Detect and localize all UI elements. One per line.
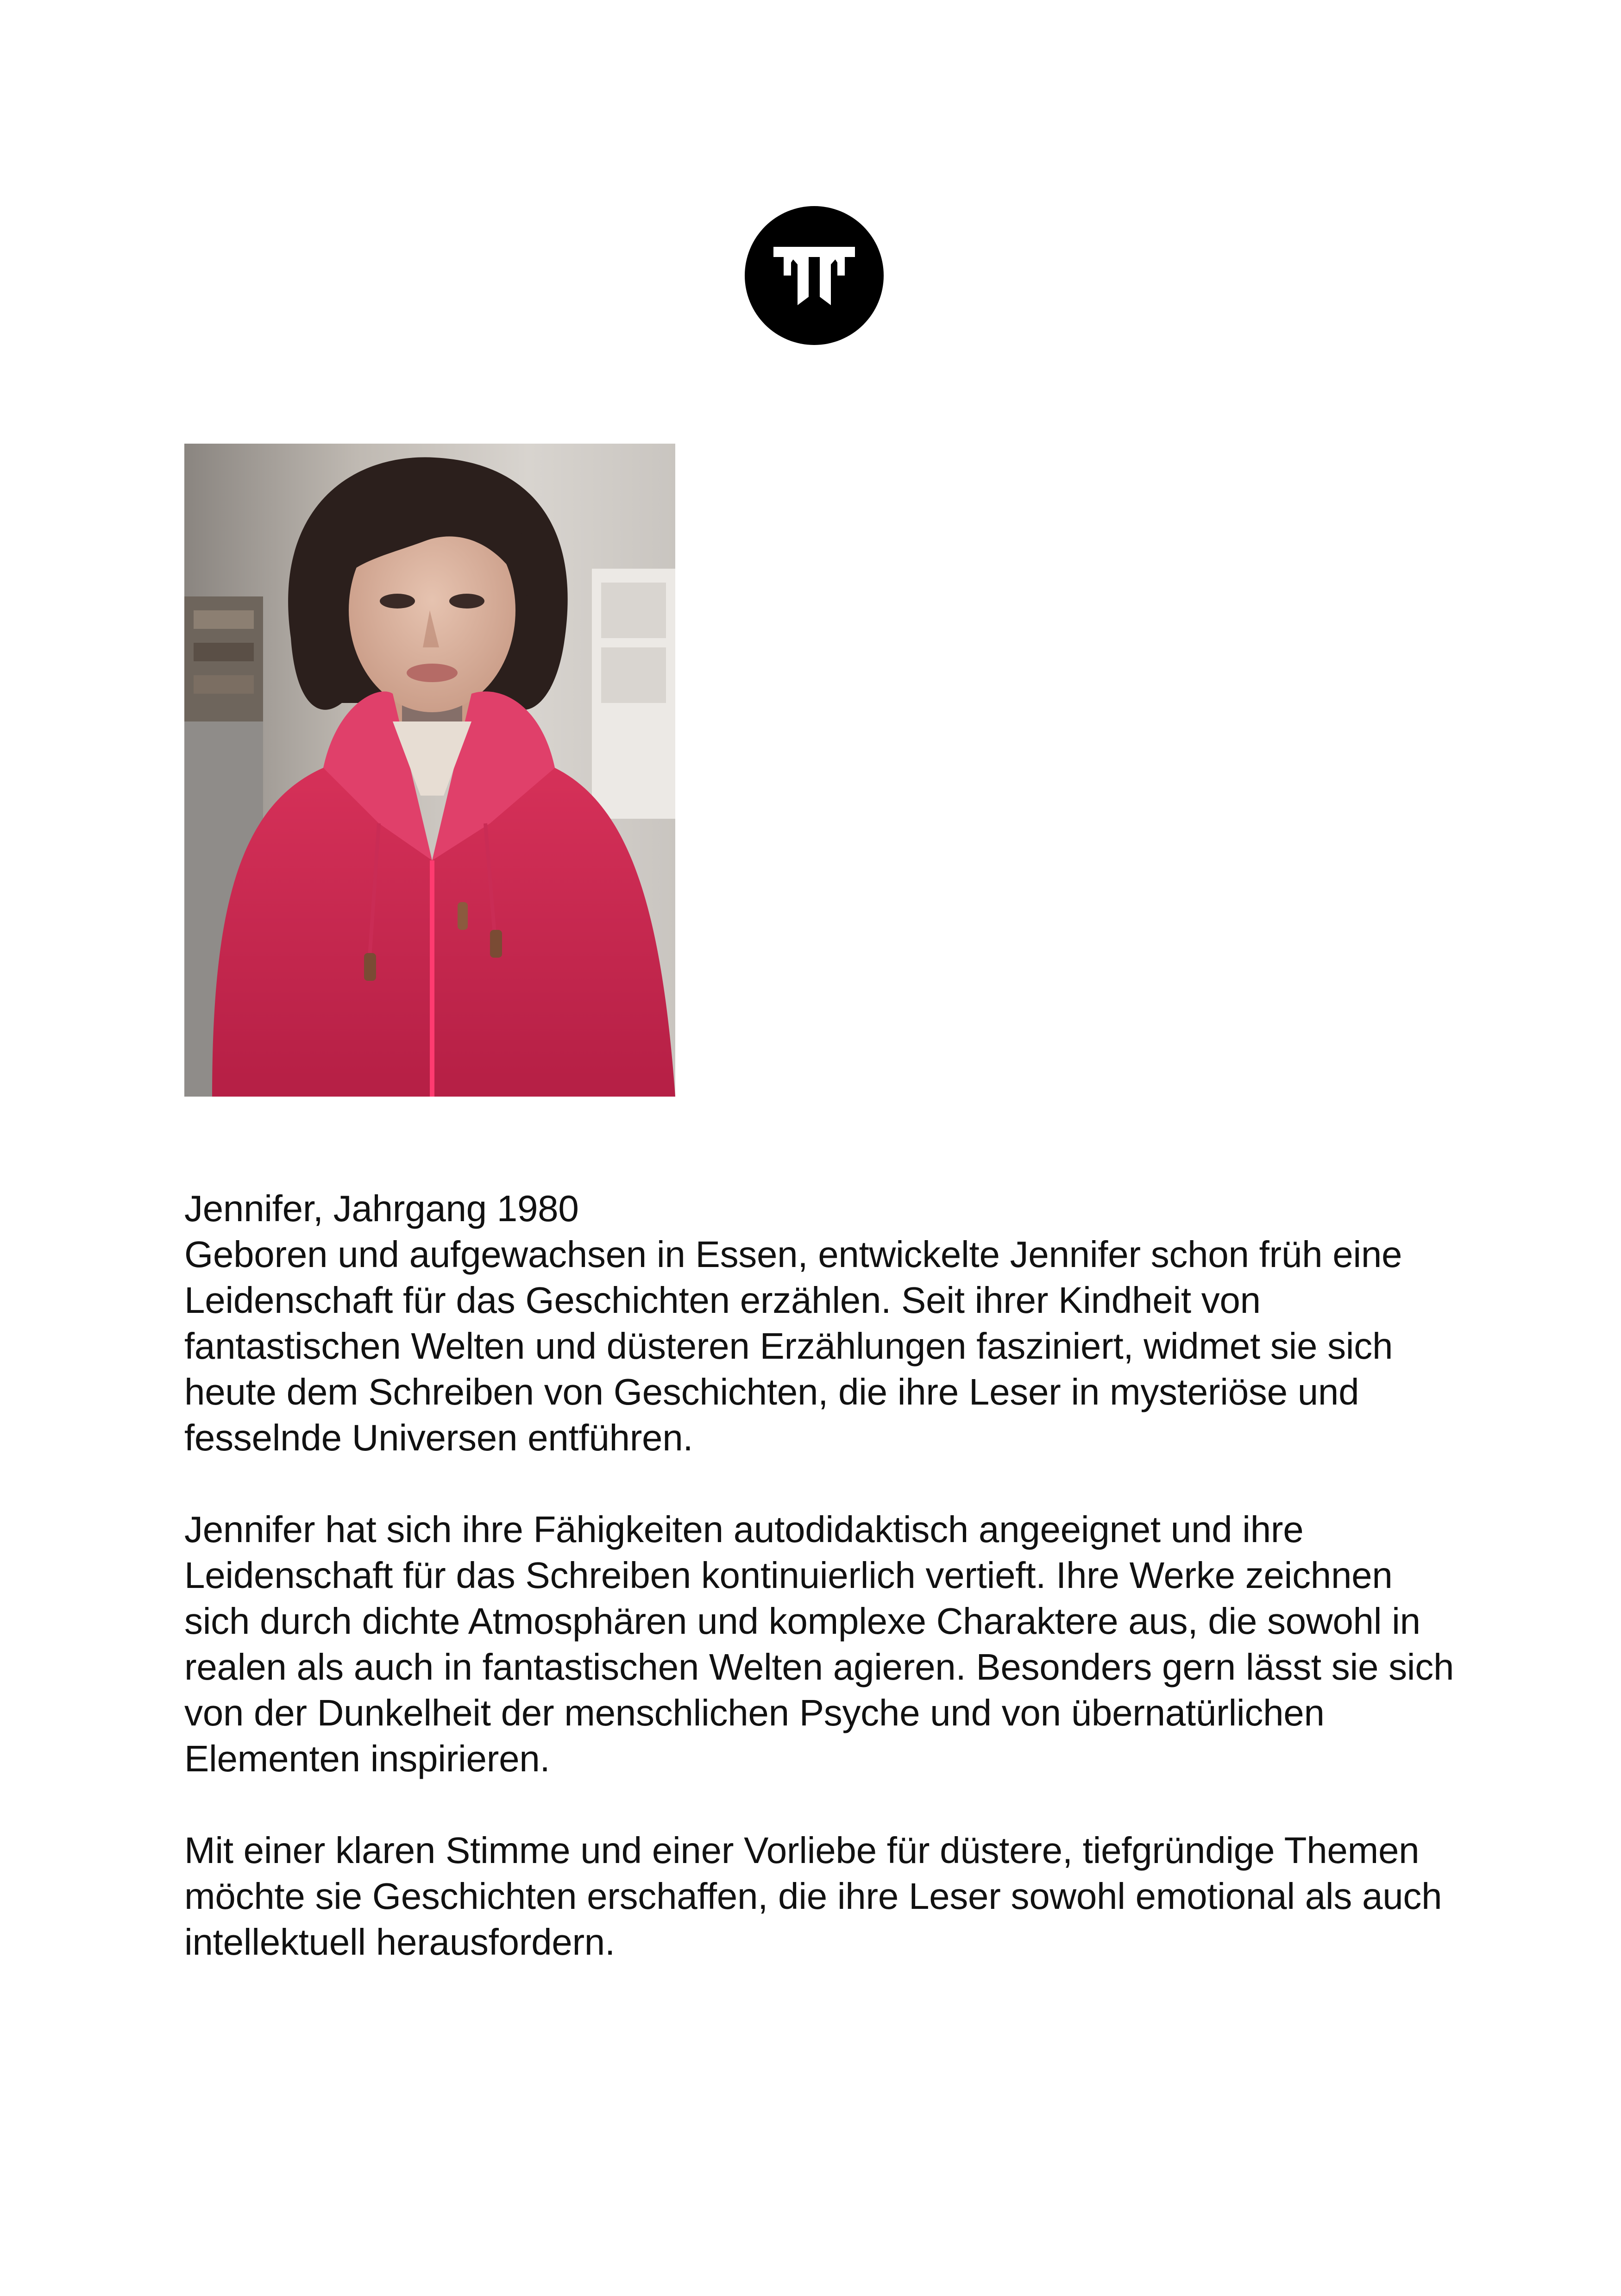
tt-logo-icon <box>745 206 884 345</box>
bio-heading: Jennifer, Jahrgang 1980 <box>184 1188 579 1229</box>
author-biography <box>184 1186 1463 1965</box>
bio-paragraph-3: Mit einer klaren Stimme und einer Vorliebe für düstere, tiefgründige Themen möchte sie Geschichten erschaffen, die ihre Leser sowohl emotional als auch intellektuell herausfordern. <box>184 1830 1442 1963</box>
bio-paragraph-1: Geboren und aufgewachsen in Essen, entwickelte Jennifer schon früh eine Leidenschaft für das Geschichten erzählen. Seit ihrer Kindheit von fantastischen Welten und düsteren Erzählungen fasziniert, widmet sie sich heute dem Schreiben von Geschichten, die ihre Leser in mysteriöse und fesselnde Universen entführen. <box>184 1234 1402 1458</box>
bio-intro <box>184 1186 1463 1461</box>
bio-paragraph-2: Jennifer hat sich ihre Fähigkeiten autodidaktisch angeeignet und ihre Leidenschaft für das Schreiben kontinuierlich vertieft. Ihre Werke zeichnen sich durch dichte Atmosphären und komplexe Charaktere aus, die sowohl in realen als auch in fantastischen Welten agieren. Besonders gern lässt sie sich von der Dunkelheit der menschlichen Psyche und von übernatürlichen Elementen inspirieren. <box>184 1509 1454 1779</box>
author-portrait <box>184 444 675 1097</box>
